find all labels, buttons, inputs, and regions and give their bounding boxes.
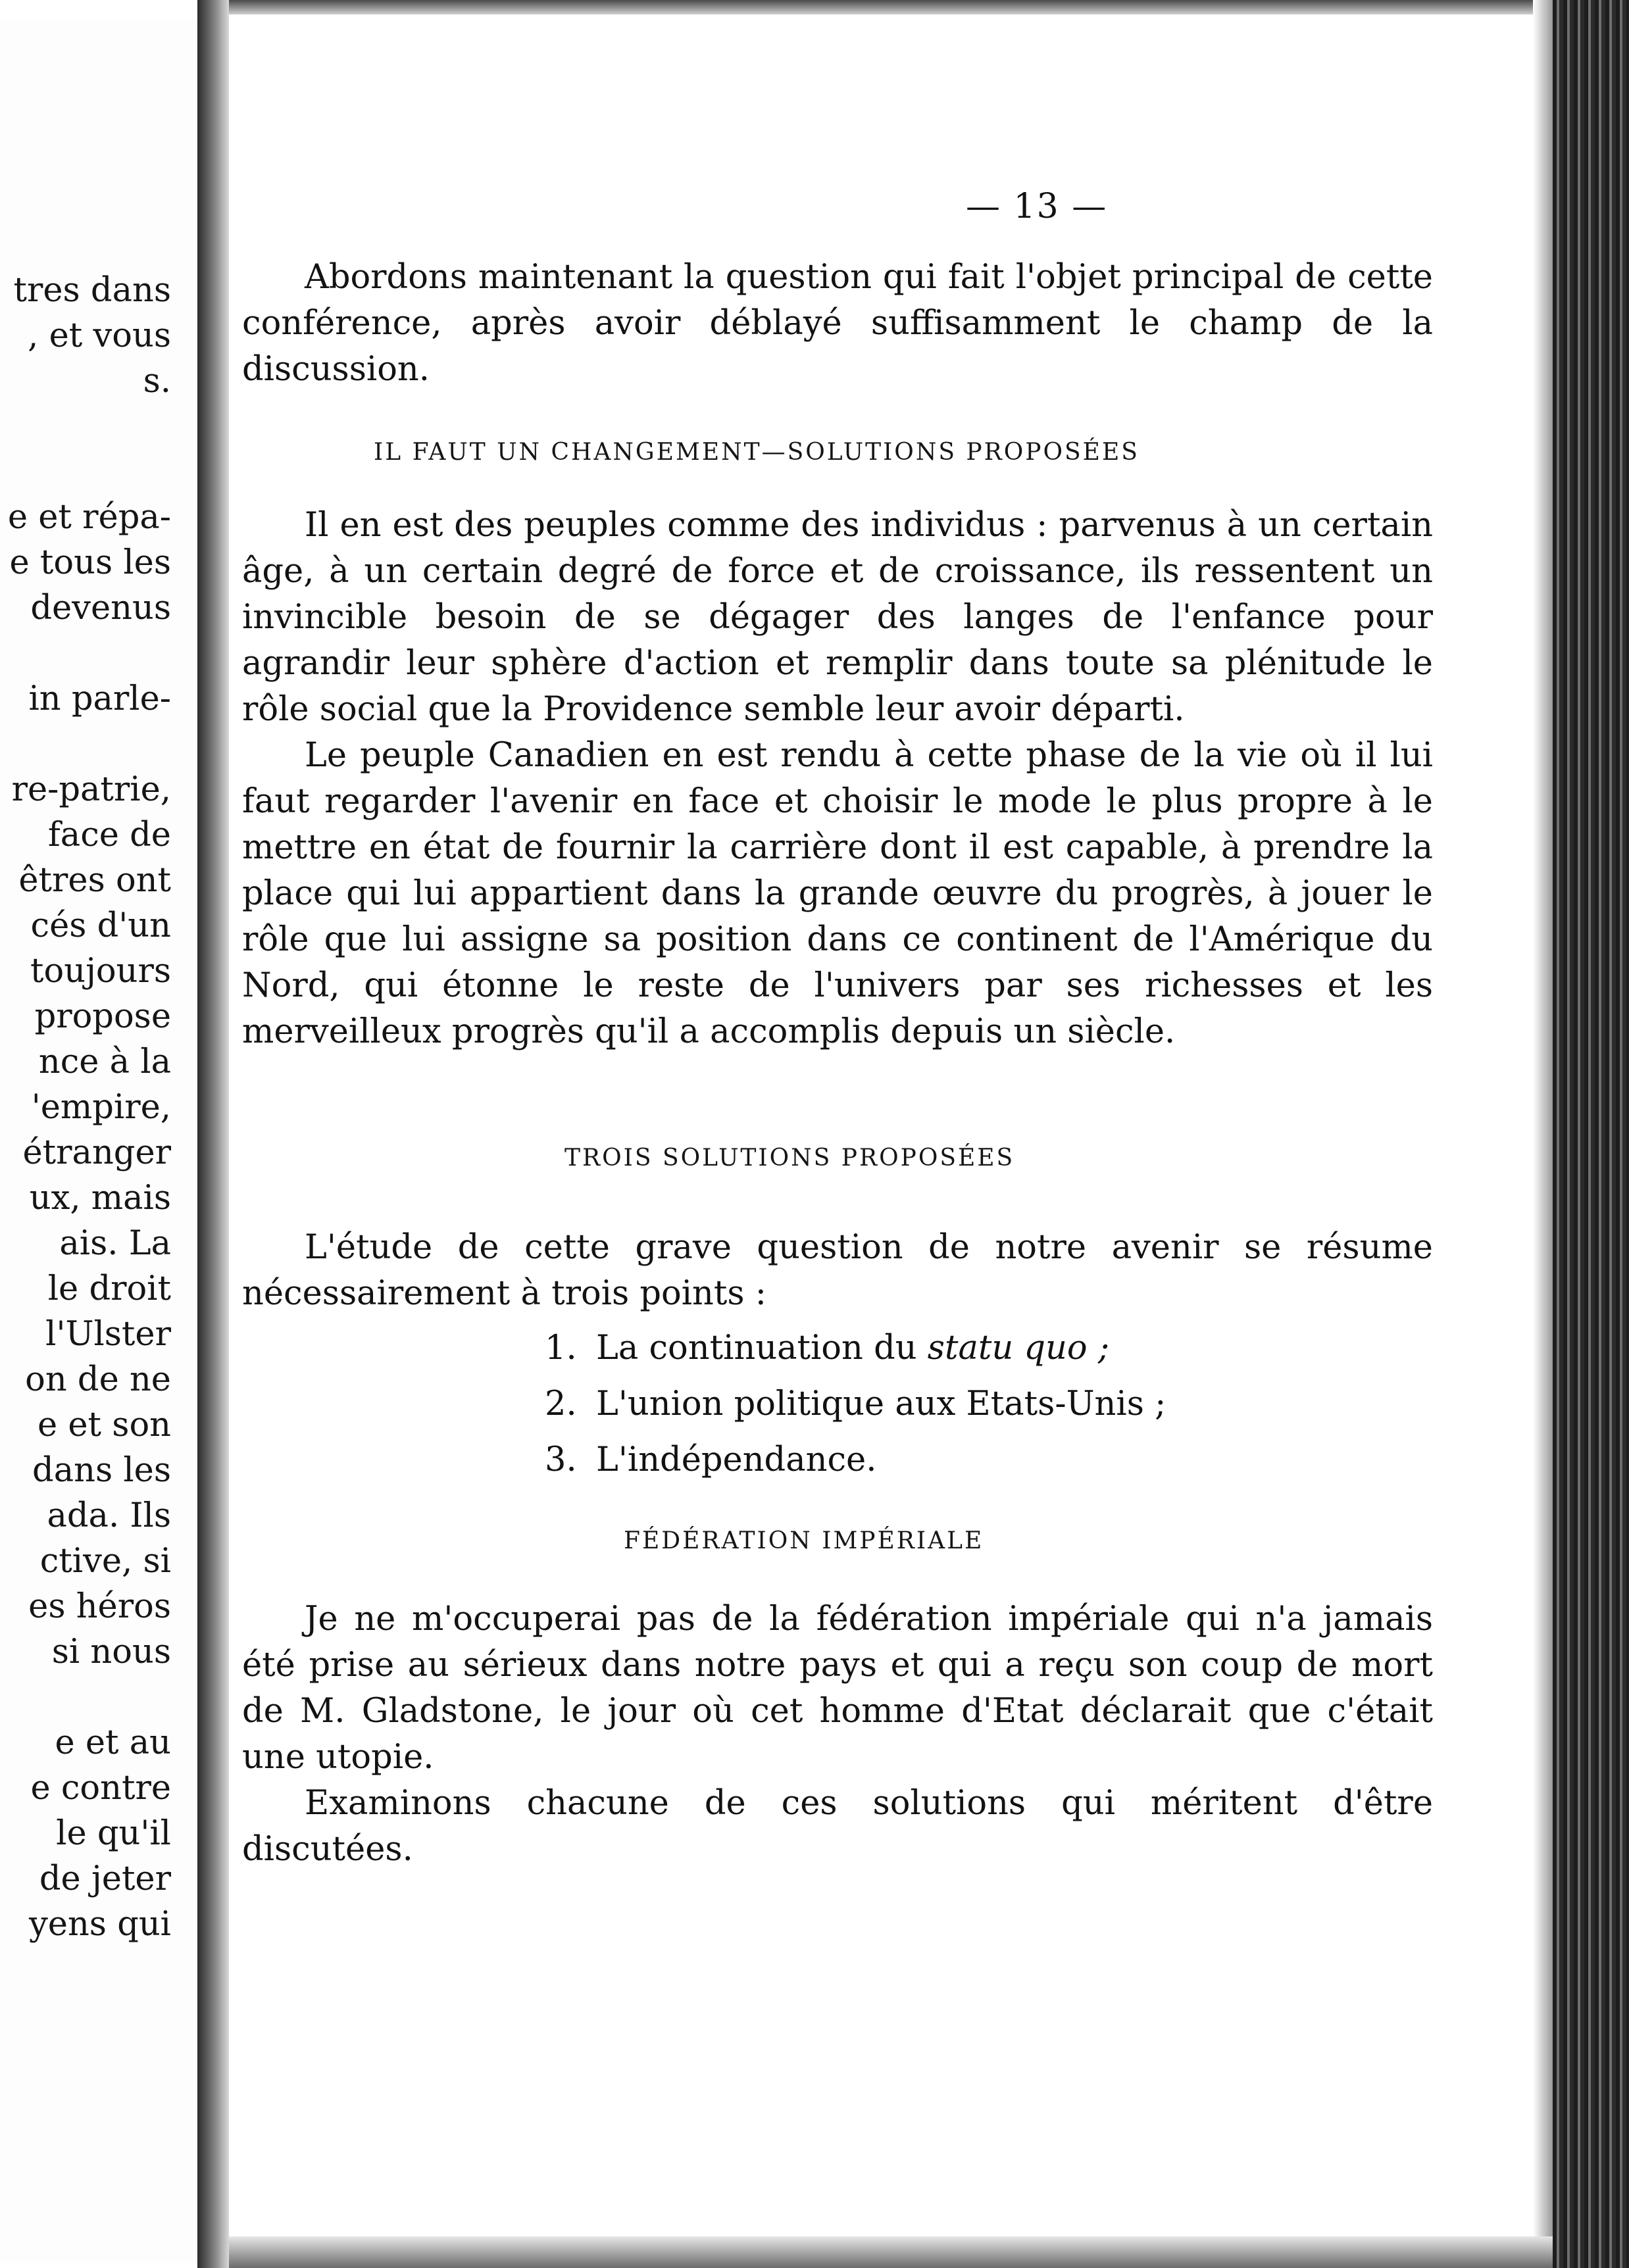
paragraph-etude: L'étude de cette grave question de notre avenir se résume nécessairement à trois points : — [242, 1228, 1433, 1313]
list-item-independance: 3. L'indépendance. — [545, 1441, 877, 1479]
body-block-2 — [242, 1225, 1433, 1317]
intro-block — [242, 255, 1433, 393]
left-page-line: re-patrie, — [11, 770, 171, 809]
left-page-line: le qu'il — [56, 1814, 171, 1853]
left-page-line: ais. La — [59, 1224, 171, 1263]
page-right-shadow — [1533, 0, 1553, 2268]
book-gutter — [197, 0, 229, 2268]
left-page-line: l'Ulster — [45, 1315, 171, 1354]
main-page — [229, 14, 1533, 2236]
list-item-union-politique: 2. L'union politique aux Etats-Unis ; — [545, 1385, 1166, 1423]
intro-paragraph: Abordons maintenant la question qui fait l'objet principal de cette conférence, après avoir déblayé suffisamment le champ de la discussion. — [242, 258, 1433, 389]
left-page-line: devenus — [30, 589, 171, 628]
section-heading-changement: IL FAUT UN CHANGEMENT—SOLUTIONS PROPOSÉES — [374, 439, 1140, 466]
left-facing-page — [0, 20, 197, 2263]
left-page-line: e et son — [37, 1406, 171, 1444]
left-page-line: es héros — [28, 1587, 171, 1626]
paragraph-federation: Je ne m'occuperai pas de la fédération impériale qui n'a jamais été prise au sérieux dans notre pays et qui a reçu son coup de mort de M. Gladstone, le jour où cet homme d'Etat déclarait que c'était une utopie. — [242, 1600, 1433, 1777]
paragraph-examinons: Examinons chacune de ces solutions qui méritent d'être discutées. — [242, 1784, 1433, 1869]
left-page-line: face de — [47, 816, 171, 854]
page-top-edge — [229, 0, 1545, 14]
left-page-line: e tous les — [9, 543, 171, 582]
page-bottom-edge — [229, 2236, 1553, 2268]
left-page-line: ada. Ils — [47, 1496, 171, 1535]
page-number: — 13 — — [966, 187, 1108, 226]
body-block-1 — [242, 503, 1433, 1055]
left-page-line: nce à la — [38, 1043, 171, 1081]
left-page-line: 'empire, — [31, 1088, 171, 1127]
list-item-statu-quo: 1. La continuation du statu quo ; — [545, 1329, 1109, 1368]
left-page-line: e et au — [55, 1723, 171, 1762]
left-page-line: tres dans — [13, 271, 171, 310]
left-page-line: on de ne — [25, 1360, 171, 1399]
paragraph-peuples: Il en est des peuples comme des individus : parvenus à un certain âge, à un certain degré de force et de croissance, ils ressentent un invincible besoin de se dégager des langes de l'enfance pour agrandir leur sphère d'action et remplir dans toute sa plénitude le rôle social que la Providence semble leur avoir départi. — [242, 506, 1433, 729]
left-page-line: le droit — [47, 1270, 171, 1308]
paragraph-peuple-canadien: Le peuple Canadien en est rendu à cette phase de la vie où il lui faut regarder l'avenir en face et choisir le mode le plus propre à le mettre en état de fournir la carrière dont il est capable, à prendre la place qui lui appartient dans la grande œuvre du progrès, à jouer le rôle que lui assigne sa position dans ce continent de l'Amérique du Nord, qui étonne le reste de l'univers par ses richesses et les merveilleux progrès qu'il a accomplis depuis un siècle. — [242, 736, 1433, 1051]
section-heading-federation: FÉDÉRATION IMPÉRIALE — [624, 1527, 984, 1554]
left-page-line: in parle- — [28, 679, 171, 718]
left-page-line: propose — [34, 997, 171, 1036]
left-page-line: e contre — [30, 1769, 171, 1808]
left-page-line: yens qui — [28, 1905, 171, 1944]
left-page-line: étranger — [22, 1133, 171, 1172]
left-page-line: ctive, si — [39, 1542, 171, 1581]
section-heading-trois-solutions: TROIS SOLUTIONS PROPOSÉES — [564, 1145, 1015, 1171]
left-page-line: dans les — [32, 1451, 171, 1490]
left-page-line: toujours — [30, 952, 171, 991]
left-page-line: cés d'un — [30, 906, 171, 945]
left-page-line: , et vous — [28, 316, 171, 355]
body-block-3 — [242, 1596, 1433, 1873]
left-page-line: de jeter — [39, 1860, 171, 1898]
left-page-line: êtres ont — [18, 861, 171, 900]
left-page-line: si nous — [51, 1633, 171, 1671]
left-page-line: ux, mais — [29, 1179, 171, 1218]
left-page-line: e et répa- — [7, 498, 171, 537]
left-page-line: s. — [143, 362, 171, 401]
book-page-edges — [1553, 0, 1629, 2268]
